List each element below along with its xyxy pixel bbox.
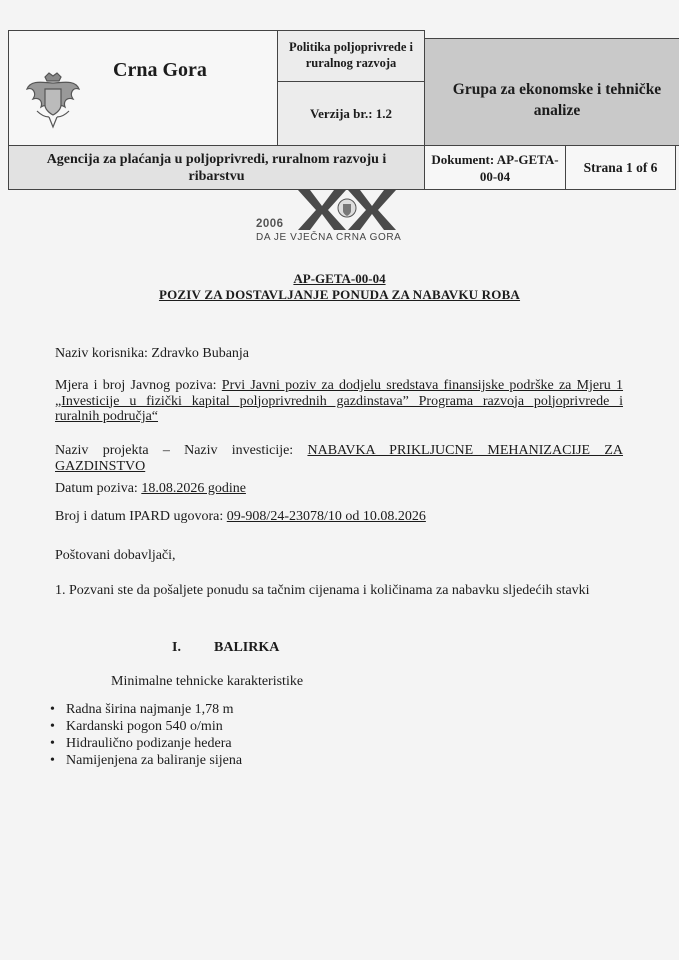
date-value: 18.08.2026 godine — [141, 481, 246, 496]
document-id-cell — [424, 145, 566, 190]
group-text: Grupa za ekonomske i tehničke analize — [452, 81, 662, 119]
logo-tagline: DA JE VJEČNA CRNA GORA — [256, 232, 402, 243]
policy-text: Politika poljoprivrede i ruralnog razvoja — [288, 40, 414, 70]
list-item: • Kardanski pogon 540 o/min — [50, 718, 242, 735]
user-name-value: Zdravko Bubanja — [151, 346, 250, 361]
measure-block — [55, 378, 623, 425]
user-name-label: Naziv korisnika: — [55, 346, 148, 361]
country-cell — [8, 30, 278, 146]
version-cell — [277, 81, 425, 146]
document-header-table — [8, 30, 676, 198]
project-line-1 — [55, 443, 623, 459]
anniversary-logo — [256, 188, 428, 246]
version-text: Verzija br.: 1.2 — [309, 106, 393, 121]
list-item: • Namijenjena za baliranje sijena — [50, 752, 242, 769]
page-number-text: Strana 1 of 6 — [583, 160, 658, 175]
section-number: I. — [172, 640, 181, 655]
policy-cell — [277, 30, 425, 82]
specifications-list — [50, 701, 242, 769]
ipard-value: 09-908/24-23078/10 od 10.08.2026 — [226, 509, 426, 524]
list-item: • Radna širina najmanje 1,78 m — [50, 701, 242, 718]
user-name-line — [55, 346, 623, 362]
xx-anniversary-logo-icon — [292, 188, 402, 230]
country-name: Crna Gora — [113, 59, 207, 81]
measure-value-line-2: „Investicije u fizički kapital poljoprivrednih gazdinstava” Programa razvoja poljoprivrede i — [55, 393, 623, 409]
list-item: • Hidraulično podizanje hedera — [50, 735, 242, 752]
section-title: BALIRKA — [214, 640, 280, 655]
section-subtitle: Minimalne tehnicke karakteristike — [111, 674, 304, 689]
coat-of-arms-icon — [23, 71, 83, 129]
instruction-item: 1. Pozvani ste da pošaljete ponudu sa tačnim cijenama i količinama za nabavku sljedećih stavki — [55, 583, 590, 598]
measure-value-line-1: Prvi Javni poziv za dodjelu sredstava finansijske podrške za Mjeru 1 — [221, 378, 624, 393]
measure-value-line-3: ruralnih područja“ — [55, 409, 159, 424]
measure-line-1 — [55, 378, 623, 394]
document-heading: POZIV ZA DOSTAVLJANJE PONUDA ZA NABAVKU ROBA — [158, 287, 521, 302]
greeting: Poštovani dobavljači, — [55, 548, 176, 563]
project-block — [55, 443, 623, 474]
group-cell — [424, 38, 679, 146]
project-value-line-1: NABAVKA PRIKLJUCNE MEHANIZACIJE ZA — [307, 443, 624, 458]
project-value-line-2: GAZDINSTVO — [55, 458, 146, 474]
logo-year: 2006 — [256, 218, 284, 230]
measure-label: Mjera i broj Javnog poziva: — [55, 378, 217, 393]
ipard-line — [55, 509, 623, 525]
ipard-label: Broj i datum IPARD ugovora: — [55, 509, 224, 524]
agency-text: Agencija za plaćanja u poljoprivredi, ruralnom razvoju i ribarstvu — [46, 152, 387, 184]
document-code-title: AP-GETA-00-04 — [293, 271, 386, 286]
page-number-cell — [565, 145, 676, 190]
project-label: Naziv projekta – Naziv investicije: — [55, 443, 294, 458]
section-heading — [172, 640, 279, 656]
date-label: Datum poziva: — [55, 481, 138, 496]
date-line — [55, 481, 623, 497]
document-id-text: Dokument: AP-GETA-00-04 — [431, 152, 559, 184]
agency-cell — [8, 145, 425, 190]
